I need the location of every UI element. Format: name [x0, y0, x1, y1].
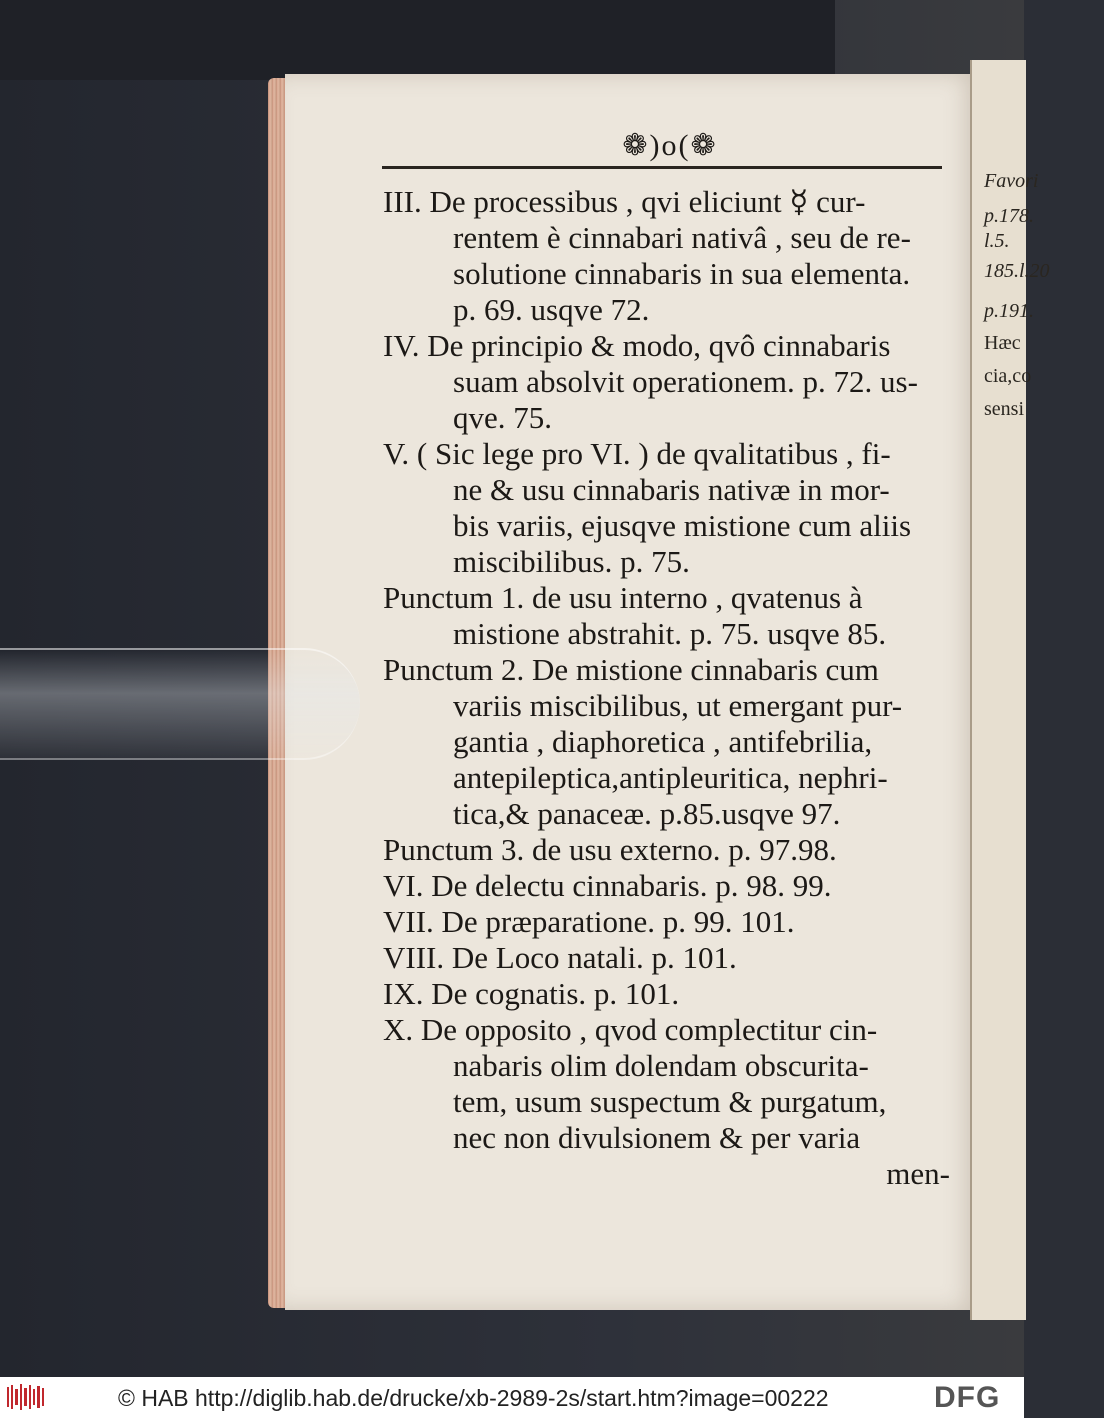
- text-line: mistione abstrahit. p. 75. usqve 85.: [453, 616, 887, 651]
- text-line: Punctum 2. De mistione cinnabaris cum: [383, 652, 879, 687]
- text-line: nec non divulsionem & per varia: [453, 1120, 861, 1155]
- catchword: men-: [886, 1156, 950, 1191]
- copyright-link[interactable]: © HAB http://diglib.hab.de/drucke/xb-2989-2s/start.htm?image=00222: [118, 1385, 829, 1411]
- text-line: VII. De præparatione. p. 99. 101.: [383, 904, 795, 939]
- margin-note: cia,co: [984, 365, 1032, 387]
- margin-note: p.191.: [984, 300, 1034, 322]
- facing-page: [970, 60, 1050, 1320]
- text-line: qve. 75.: [453, 400, 553, 435]
- text-line: antepileptica,antipleuritica, nephri-: [453, 760, 888, 795]
- footer-bar: [0, 1377, 1024, 1418]
- text-line: X. De opposito , qvod complectitur cin-: [383, 1012, 878, 1047]
- margin-note: l.5.: [984, 230, 1010, 252]
- text-line: V. ( Sic lege pro VI. ) de qvalitatibus , fi-: [383, 436, 891, 471]
- text-line: tem, usum suspectum & purgatum,: [453, 1084, 887, 1119]
- margin-note: Favori: [984, 170, 1039, 192]
- margin-note: 185.l.20: [984, 260, 1050, 282]
- text-line: IV. De principio & modo, qvô cinnabaris: [383, 328, 891, 363]
- text-line: gantia , diaphoretica , antifebrilia,: [453, 724, 873, 759]
- text-line: rentem è cinnabari nativâ , seu de re-: [453, 220, 911, 255]
- margin-note: p.178.: [984, 205, 1034, 227]
- text-line: nabaris olim dolendam obscurita-: [453, 1048, 869, 1083]
- hab-logo-icon: [6, 1383, 46, 1411]
- text-line: suam absolvit operationem. p. 72. us-: [453, 364, 918, 399]
- text-line: variis miscibilibus, ut emergant pur-: [453, 688, 903, 723]
- book-cover: [0, 0, 835, 80]
- text-line: III. De processibus , qvi eliciunt ☿ cur-: [383, 184, 866, 219]
- margin-note: Hæc: [984, 332, 1021, 354]
- text-line: IX. De cognatis. p. 101.: [383, 976, 680, 1011]
- header-rule: [382, 166, 942, 169]
- text-line: bis variis, ejusqve mistione cum aliis: [453, 508, 912, 543]
- text-line: miscibilibus. p. 75.: [453, 544, 690, 579]
- dfg-logo: DFG: [934, 1381, 1001, 1414]
- glass-ruler: [0, 648, 360, 760]
- text-line: VIII. De Loco natali. p. 101.: [383, 940, 737, 975]
- text-line: VI. De delectu cinnabaris. p. 98. 99.: [383, 868, 832, 903]
- text-line: p. 69. usqve 72.: [453, 292, 650, 327]
- text-line: Punctum 1. de usu interno , qvatenus à: [383, 580, 863, 615]
- margin-note: sensi: [984, 398, 1024, 420]
- page-ornament-header: ❁)o(❁: [622, 129, 718, 162]
- text-line: Punctum 3. de usu externo. p. 97.98.: [383, 832, 837, 867]
- text-line: tica,& panaceæ. p.85.usqve 97.: [453, 796, 841, 831]
- text-line: ne & usu cinnabaris nativæ in mor-: [453, 472, 890, 507]
- text-line: solutione cinnabaris in sua elementa.: [453, 256, 911, 291]
